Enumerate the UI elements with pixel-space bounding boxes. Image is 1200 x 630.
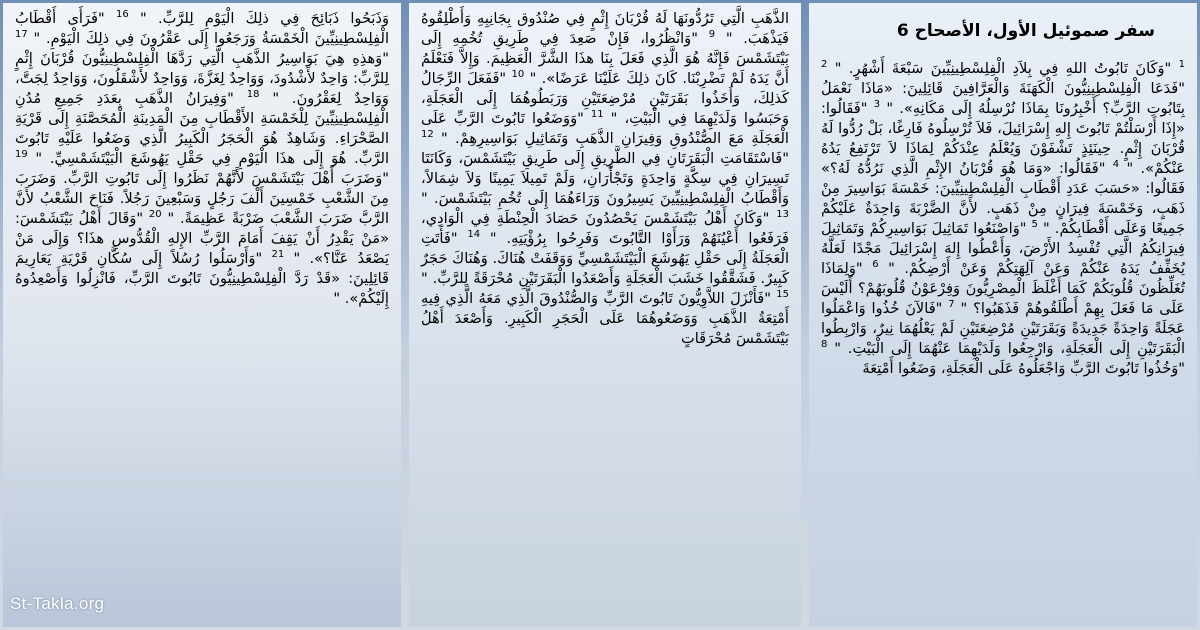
verse-number: 1 — [1178, 59, 1185, 71]
verse-text: "وَكَانَ أَهْلُ بَيْتَشَمْسَ يَحْصُدُونَ حَصَادَ الْحِنْطَةِ فِي الْوَادِي، فَرَفَعُوا أَعْيُنَهُمْ وَرَأَوْا التَّابُوتَ وَفَرِحُوا بِرُؤْيَتِهِ. " — [421, 210, 789, 247]
verse-number: 5 — [1031, 219, 1038, 231]
text-column-middle — [409, 3, 801, 627]
verse-text: "وَوَضَعُوا تَابُوتَ الرَّبِّ عَلَى الْعَجَلَةِ مَعَ الصُّنْدُوقِ وَفِيرَانِ الذَّهَبِ وَتَمَاثِيلِ بَوَاسِيرِهِمْ. " — [421, 110, 789, 147]
verse-text: "وَخُذُوا تَابُوتَ الرَّبِّ وَاجْعَلُوهُ عَلَى الْعَجَلَةِ، وَضَعُوا أَمْتِعَةَ — [862, 360, 1185, 377]
verse-number: 20 — [148, 209, 162, 221]
verse-text: الذَّهَبِ الَّتِي تَرُدُّونَهَا لَهُ قُرْبَانَ إِثْمٍ فِي صُنْدُوق بِجَانِبِهِ وَأَطْلِقُوهُ فَيَذْهَبَ. " — [421, 10, 789, 47]
verse-number: 16 — [115, 9, 129, 21]
verse-text: "فَالآنَ خُذُوا وَاعْمَلُوا عَجَلَةً وَاحِدَةً جَدِيدَةً وَبَقَرَتَيْنِ مُرْضِعَتَيْنِ لَمْ يَعْلُهُمَا نِيرٌ، وَارْبِطُوا الْبَقَرَتَيْنِ إِلَى الْعَجَلَةِ، وَارْجِعُوا وَلَدَيْهِمَا عَنْهُمَا إِلَى الْبَيْتِ. " — [821, 300, 1185, 357]
text-column-left — [3, 3, 401, 627]
verse-number: 17 — [15, 29, 28, 41]
verse-number: 21 — [271, 249, 285, 261]
column-body — [421, 9, 789, 349]
verse-text: وَذَبَحُوا ذَبَائِحَ فِي ذلِكَ الْيَوْمِ لِلرَّبِّ. " — [128, 10, 389, 27]
verse-text: "فَفَعَلَ الرِّجَالُ كَذلِكَ، وَأَخَذُوا بَقَرَتَيْنِ مُرْضِعَتَيْنِ وَرَبَطُوهُمَا إِلَى الْعَجَلَةِ، وَحَبَسُوا وَلَدَيْهِمَا فِي الْبَيْتِ، " — [421, 70, 789, 127]
verse-number: 18 — [246, 89, 260, 101]
page-frame — [3, 3, 1197, 627]
verse-number: 6 — [872, 259, 879, 271]
verse-number: 19 — [15, 149, 28, 161]
verse-text: "وَهذِهِ هِيَ بَوَاسِيرُ الذَّهَبِ الَّتِي رَدَّهَا الْفِلِسْطِينِيُّونَ قُرْبَانَ إِثْمٍ لِلرَّبِّ: وَاحِدٌ لأَشْدُودَ، وَوَاحِدٌ لِغَزَّةَ، وَوَاحِدٌ لأَشْقَلُونَ، وَوَاحِدٌ لِجَتَّ، وَوَاحِدٌ لِعَقْرُونَ. " — [15, 50, 389, 107]
verse-text: "فَرَأَى أَقْطَابُ الْفِلِسْطِينِيِّينَ الْخَمْسَةُ وَرَجَعُوا إِلَى عَقْرُونَ فِي ذلِكَ الْيَوْمِ. " — [15, 10, 389, 47]
column-body — [821, 59, 1185, 379]
verse-number: 15 — [776, 289, 789, 301]
verse-text: "وَأَرْسَلُوا رُسُلاً إِلَى سُكَّانِ قَرْيَةِ يَعَارِيمَ قَائِلِينَ: «قَدْ رَدَّ الْفِلِسْطِينِيُّونَ تَابُوتَ الرَّبِّ، فَانْزِلُوا وَأَصْعِدُوهُ إِلَيْكُمْ». " — [15, 250, 389, 307]
verse-number: 3 — [873, 99, 881, 111]
verse-text: "فَأَنْزَلَ اللاَّوِيُّونَ تَابُوتَ الرَّبِّ وَالصُّنْدُوقَ الَّذِي مَعَهُ الَّذِي فِيهِ أَمْتِعَةُ الذَّهَبِ وَوَضَعُوهُمَا عَلَى الْحَجَرِ الْكَبِيرِ. وَأَصْعَدَ أَهْلُ بَيْتَشَمْسَ مُحْرَقَاتٍ — [421, 290, 789, 347]
verse-number: 9 — [708, 29, 716, 41]
verse-number: 4 — [1112, 159, 1120, 171]
verse-text: "فَأَتَتِ الْعَجَلَةُ إِلَى حَقْلِ يَهُوشَعَ الْبَيْتَشَمْسِيِّ وَوَقَفَتْ هُنَاكَ. وَهُنَاكَ حَجَرٌ كَبِيرٌ. فَشَقَّقُوا خَشَبَ الْعَجَلَةِ وَأَصْعَدُوا الْبَقَرَتَيْنِ مُحْرَقَةً لِلرَّبِّ. " — [421, 230, 789, 287]
page-title: سفر صموئيل الأول، الأصحاح 6 — [896, 21, 1155, 41]
verse-number: 10 — [511, 69, 525, 81]
verse-number: 13 — [776, 209, 789, 221]
verse-text: "وَفِيرَانُ الذَّهَبِ بِعَدَدِ جَمِيعِ مُدُنِ الْفِلِسْطِينِيِّينَ لِلْخَمْسَةِ الأَقْطَابِ مِنَ الْمَدِينَةِ الْمُحَصَّنَةِ إِلَى قَرْيَةِ الصَّحْرَاءِ. وَشَاهِدٌ هُوَ الْحَجَرُ الْكَبِيرُ الَّذِي وَضَعُوا عَلَيْهِ تَابُوتَ الرَّبِّ. هُوَ إِلَى هذَا الْيَوْمِ فِي حَقْلِ يَهُوشَعَ الْبَيْتَشَمْسِيِّ. " — [15, 90, 389, 167]
verse-number: 8 — [821, 339, 828, 351]
column-body — [15, 9, 389, 309]
verse-number: 2 — [821, 59, 828, 71]
verse-text: "وَاصْنَعُوا تَمَاثِيلَ بَوَاسِيرِكُمْ وَتَمَاثِيلَ فِيرَانِكُمُ الَّتِي تُفْسِدُ الأَرْضَ، وَأَعْطُوا إِلهَ إِسْرَائِيلَ مَجْدًا لَعَلَّهُ يُخَفِّفُ يَدَهُ عَنْكُمْ وَعَنْ آلِهَتِكُمْ وَعَنْ أَرْضِكُمْ. " — [821, 220, 1185, 277]
verse-text: "فَقَالُوا: «إِذَا أَرْسَلْتُمْ تَابُوتَ إِلهِ إِسْرَائِيلَ، فَلاَ تُرْسِلُوهُ فَارِغًا، بَلْ رُدُّوا لَهُ قُرْبَانَ إِثْمٍ. حِينَئِذٍ تَشْفَوْنَ وَيُعْلَمُ عِنْدَكُمْ لِمَاذَا لاَ تَرْتَفِعُ يَدُهُ عَنْكُمْ». " — [821, 100, 1185, 177]
column-gap — [401, 3, 409, 627]
verse-text: "وَانْظُرُوا، فَإِنْ صَعِدَ فِي طَرِيقِ تُخُمِهِ إِلَى بَيْتَشَمْسَ فَإِنَّهُ هُوَ الَّذِي فَعَلَ بِنَا هذَا الشَّرَّ الْعَظِيمَ. وَإِلاَّ فَنَعْلَمُ أَنَّ يَدَهُ لَمْ تَضْرِبْنَا. كَانَ ذلِكَ عَلَيْنَا عَرَضًا». " — [421, 30, 789, 87]
verse-number: 12 — [421, 129, 434, 141]
text-column-right — [809, 3, 1197, 627]
verse-number: 11 — [590, 109, 604, 121]
verse-text: "فَدَعَا الْفِلِسْطِينِيُّونَ الْكَهَنَةَ وَالْعَرَّافِينَ قَائِلِينَ: «مَاذَا نَعْمَلُ بِتَابُوتِ الرَّبِّ؟ أَخْبِرُونَا بِمَاذَا نُرْسِلُهُ إِلَى مَكَانِهِ». " — [821, 80, 1185, 117]
verse-text: "وَقَالَ أَهْلُ بَيْتَشَمْسَ: «مَنْ يَقْدِرُ أَنْ يَقِفَ أَمَامَ الرَّبِّ الإِلهِ الْقُدُّوسِ هذَا؟ وَإِلَى مَنْ يَصْعَدُ عَنَّا؟». " — [15, 210, 390, 267]
verse-number: 14 — [467, 229, 481, 241]
site-watermark: St-Takla.org — [10, 594, 105, 613]
verse-text: "وَكَانَ تَابُوتُ اللهِ فِي بِلاَدِ الْفِلِسْطِينِيِّينَ سَبْعَةَ أَشْهُرٍ. " — [827, 60, 1179, 77]
verse-text: "فَقَالُوا: «وَمَا هُوَ قُرْبَانُ الإِثْمِ الَّذِي نَرُدُّهُ لَهُ؟» فَقَالُوا: «حَسَبَ عَدَدِ أَقْطَابِ الْفِلِسْطِينِيِّينَ: خَمْسَةَ بَوَاسِيرَ مِنْ ذَهَبٍ، وَخَمْسَةَ فِيرَانٍ مِنْ ذَهَبٍ. لأَنَّ الضَّرْبَةَ وَاحِدَةٌ عَلَيْكُمْ جَمِيعًا وَعَلَى أَقْطَابِكُمْ. " — [821, 160, 1185, 237]
column-gap — [801, 3, 809, 627]
verse-text: "وَلِمَاذَا تُغَلِّظُونَ قُلُوبَكُمْ كَمَا أَغْلَظَ الْمِصْرِيُّونَ وَفِرْعَوْنُ قُلُوبَهُمْ؟ أَلَيْسَ عَلَى مَا فَعَلَ بِهِمْ أَطْلَقُوهُمْ فَذَهَبُوا؟ " — [821, 260, 1185, 317]
verse-text: "وَضَرَبَ أَهْلَ بَيْتَشَمْسَ لأَنَّهُمْ نَظَرُوا إِلَى تَابُوتِ الرَّبِّ. وَضَرَبَ مِنَ الشَّعْبِ خَمْسِينَ أَلْفَ رَجُلٍ وَسَبْعِينَ رَجُلاً. فَنَاحَ الشَّعْبُ لأَنَّ الرَّبَّ ضَرَبَ الشَّعْبَ ضَرْبَةً عَظِيمَةً. " — [15, 170, 389, 227]
verse-text: "فَاسْتَقَامَتِ الْبَقَرَتَانِ فِي الطَّرِيقِ إِلَى طَرِيقِ بَيْتَشَمْسَ، وَكَانَتَا تَسِيرَانِ فِي سِكَّةٍ وَاحِدَةٍ وَتَجْأَرَانِ، وَلَمْ تَمِيلاَ يَمِينًا وَلاَ شِمَالاً، وَأَقْطَابُ الْفِلِسْطِينِيِّينَ يَسِيرُونَ وَرَاءَهُمَا إِلَى تُخُمِ بَيْتَشَمْسَ. " — [421, 150, 789, 207]
verse-number: 7 — [948, 299, 955, 311]
